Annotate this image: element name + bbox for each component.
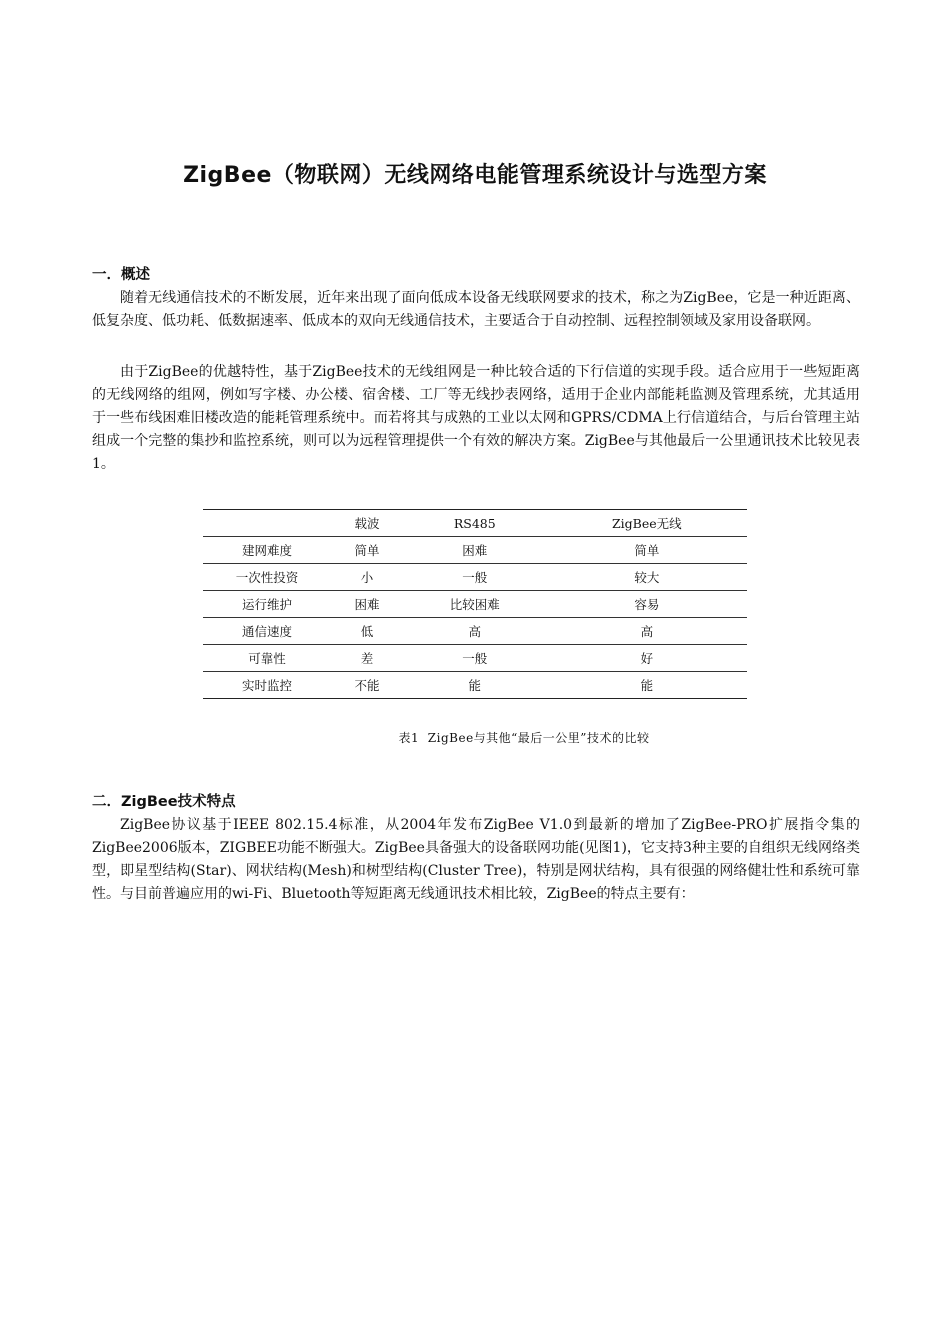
table-cell: 较大 — [547, 564, 747, 591]
table-cell: 不能 — [331, 672, 403, 699]
table-cell: 简单 — [547, 537, 747, 564]
table-cell: 可靠性 — [203, 645, 331, 672]
table-cell: 能 — [547, 672, 747, 699]
table-caption: 表1 ZigBee与其他“最后一公里”技术的比较 — [398, 731, 650, 745]
table-row — [203, 537, 747, 564]
table-row — [203, 564, 747, 591]
table-cell: 能 — [403, 672, 547, 699]
table-cell: 困难 — [403, 537, 547, 564]
table-cell: 通信速度 — [203, 618, 331, 645]
table-cell: 建网难度 — [203, 537, 331, 564]
table-header-row — [203, 510, 747, 537]
table-row — [203, 591, 747, 618]
table-cell: 低 — [331, 618, 403, 645]
document-title: ZigBee（物联网）无线网络电能管理系统设计与选型方案 — [183, 163, 767, 188]
table-cell: 简单 — [331, 537, 403, 564]
table-header-cell: 载波 — [331, 510, 403, 537]
table-row — [203, 645, 747, 672]
table-cell: 比较困难 — [403, 591, 547, 618]
table-cell: 小 — [331, 564, 403, 591]
table-header-cell: ZigBee无线 — [547, 510, 747, 537]
paragraph-overview-2: 由于ZigBee的优越特性，基于ZigBee技术的无线组网是一种比较合适的下行信道的实现手段。适合应用于一些短距离的无线网络的组网，例如写字楼、办公楼、宿舍楼、工厂等无线抄表网络，适用于企业内部能耗监测及管理系统，尤其适用于一些布线困难旧楼改造的能耗管理系统中。而若将其与成熟的工业以太网和GPRS/CDMA上行信道结合，与后台管理主站组成一个完整的集抄和监控系统，则可以为远程管理提供一个有效的解决方案。ZigBee与其他最后一公里通讯技术比较见表1。 — [92, 364, 860, 472]
table-cell: 一般 — [403, 645, 547, 672]
table-header-cell: RS485 — [403, 510, 547, 537]
table-row — [203, 672, 747, 699]
table-cell: 差 — [331, 645, 403, 672]
table-cell: 好 — [547, 645, 747, 672]
comparison-table — [203, 509, 747, 699]
table-cell: 高 — [547, 618, 747, 645]
table-row — [203, 618, 747, 645]
table-cell: 容易 — [547, 591, 747, 618]
section-heading-overview: 一．概述 — [92, 267, 150, 283]
paragraph-overview-1: 随着无线通信技术的不断发展，近年来出现了面向低成本设备无线联网要求的技术，称之为ZigBee，它是一种近距离、低复杂度、低功耗、低数据速率、低成本的双向无线通信技术，主要适合于自动控制、远程控制领域及家用设备联网。 — [92, 290, 860, 329]
table-cell: 一般 — [403, 564, 547, 591]
table-cell: 运行维护 — [203, 591, 331, 618]
section-heading-features: 二．ZigBee技术特点 — [92, 794, 236, 810]
table-cell: 困难 — [331, 591, 403, 618]
paragraph-features-1: ZigBee协议基于IEEE 802.15.4标准，从2004年发布ZigBee V1.0到最新的增加了ZigBee-PRO扩展指令集的ZigBee2006版本，ZIGBEE功能不断强大。ZigBee具备强大的设备联网功能(见图1)，它支持3种主要的自组织无线网络类型，即星型结构(Star)、网状结构(Mesh)和树型结构(Cluster Tree)，特别是网状结构，具有很强的网络健壮性和系统可靠性。与目前普遍应用的wi-Fi、Bluetooth等短距离无线通讯技术相比较，ZigBee的特点主要有： — [92, 817, 860, 902]
table-cell: 高 — [403, 618, 547, 645]
table-cell: 一次性投资 — [203, 564, 331, 591]
table-header-cell — [203, 510, 331, 537]
table-cell: 实时监控 — [203, 672, 331, 699]
